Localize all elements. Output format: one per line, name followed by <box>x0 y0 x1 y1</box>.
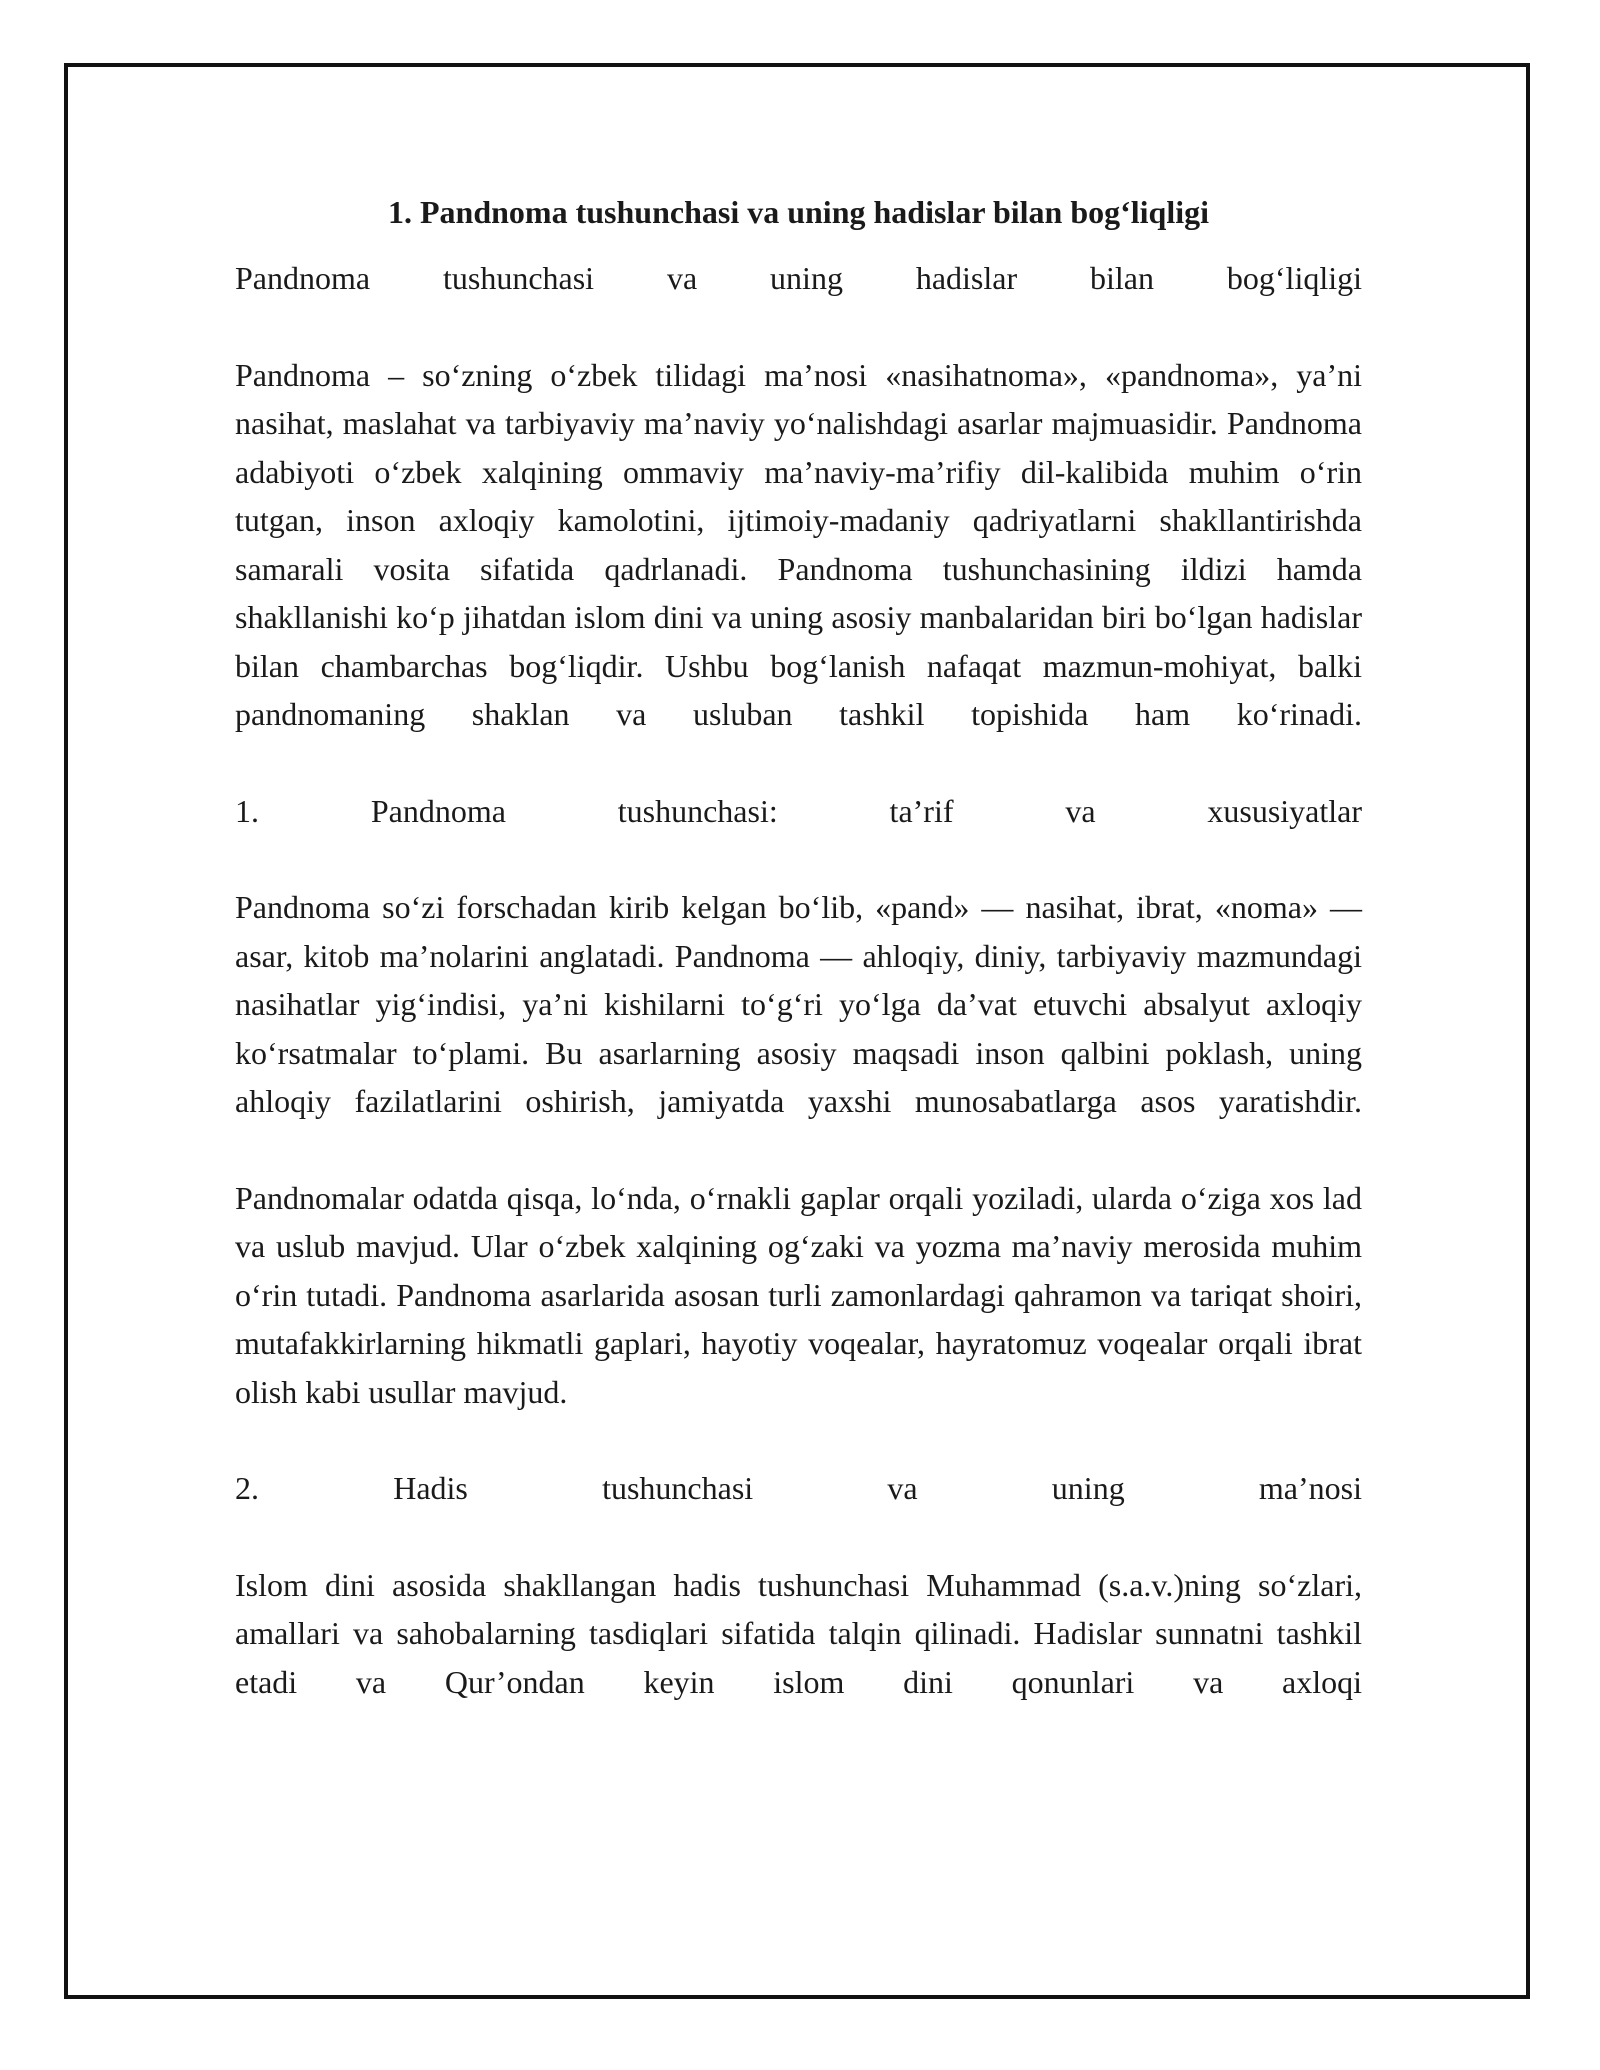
document-body <box>235 188 1362 1706</box>
section-heading-hadis-concept: 2. Hadis tushunchasi va uning ma’nosi <box>235 1470 1362 1506</box>
paragraph-repeated-title: Pandnoma tushunchasi va uning hadislar bilan bog‘liqligi <box>235 260 1362 296</box>
paragraph-pandnoma-style: Pandnomalar odatda qisqa, lo‘nda, o‘rnakli gaplar orqali yoziladi, ularda o‘ziga xos lad va uslub mavjud. Ular o‘zbek xalqining og‘zaki va yozma ma’naviy merosida muhim o‘rin tutadi. Pandnoma asarlarida asosan turli zamonlardagi qahramon va tariqat shoiri, mutafakkirlarning hikmatli gaplari, hayotiy voqealar, hayratomuz voqealar orqali ibrat olish kabi usullar mavjud. <box>235 1179 1362 1410</box>
paragraph-pandnoma-intro: Pandnoma – so‘zning o‘zbek tilidagi ma’nosi «nasihatnoma», «pandnoma», ya’ni nasihat, maslahat va tarbiyaviy ma’naviy yo‘nalishdagi asarlar majmuasidir. Pandnoma adabiyoti o‘zbek xalqining ommaviy ma’naviy-ma’rifiy dil-kalibida muhim o‘rin tutgan, inson axloqiy kamolotini, ijtimoiy-madaniy qadriyatlarni shakllantirishda samarali vosita sifatida qadrlanadi. Pandnoma tushunchasining ildizi hamda shakllanishi ko‘p jihatdan islom dini va uning asosiy manbalaridan biri bo‘lgan hadislar bilan chambarchas bog‘liqdir. Ushbu bog‘lanish nafaqat mazmun-mohiyat, balki pandnomaning shaklan va usluban tashkil topishida ham ko‘rinadi. <box>235 356 1362 732</box>
document-heading: 1. Pandnoma tushunchasi va uning hadislar bilan bog‘liqligi <box>387 194 1210 230</box>
paragraph-hadis-definition: Islom dini asosida shakllangan hadis tushunchasi Muhammad (s.a.v.)ning so‘zlari, amallari va sahobalarning tasdiqlari sifatida talqin qilinadi. Hadislar sunnatni tashkil etadi va Qur’ondan keyin islom dini qonunlari va axloqi <box>235 1566 1362 1700</box>
paragraph-pandnoma-etymology: Pandnoma so‘zi forschadan kirib kelgan bo‘lib, «pand» — nasihat, ibrat, «noma» — asar, kitob ma’nolarini anglatadi. Pandnoma — ahloqiy, diniy, tarbiyaviy mazmundagi nasihatlar yig‘indisi, ya’ni kishilarni to‘g‘ri yo‘lga da’vat etuvchi absalyut axloqiy ko‘rsatmalar to‘plami. Bu asarlarning asosiy maqsadi inson qalbini poklash, uning ahloqiy fazilatlarini oshirish, jamiyatda yaxshi munosabatlarga asos yaratishdir. <box>235 889 1362 1119</box>
section-heading-pandnoma-definition: 1. Pandnoma tushunchasi: ta’rif va xususiyatlar <box>235 792 1362 829</box>
